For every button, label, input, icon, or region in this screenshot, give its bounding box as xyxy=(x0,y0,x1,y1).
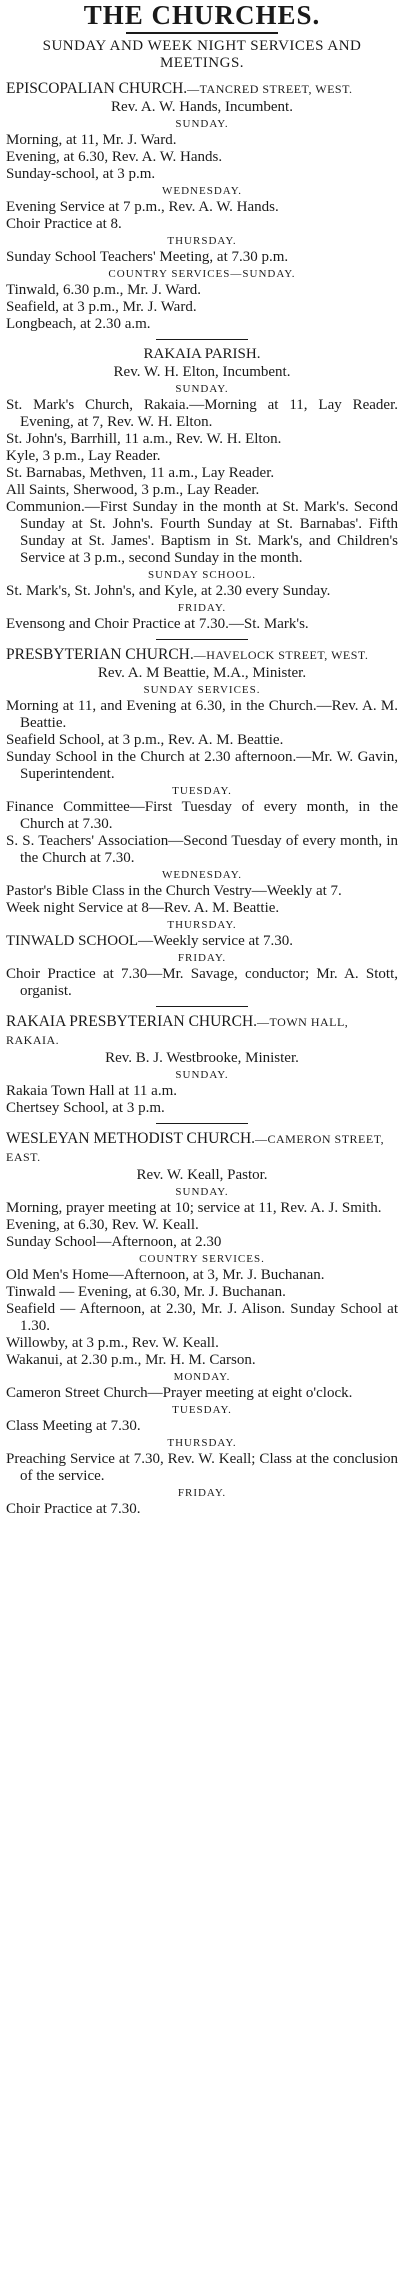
church-heading xyxy=(6,1013,398,1049)
service-entry: Choir Practice at 7.30. xyxy=(6,1501,141,1517)
day-label: FRIDAY. xyxy=(177,1487,227,1499)
page-subtitle: SUNDAY AND WEEK NIGHT SERVICES AND MEETINGS. xyxy=(42,38,362,71)
service-entry: Choir Practice at 8. xyxy=(6,216,122,232)
church-section xyxy=(6,639,398,1000)
service-entry: Sunday School Teachers' Meeting, at 7.30 p.m. xyxy=(6,249,289,265)
minister-line: Rev. A. W. Hands, Incumbent. xyxy=(111,99,293,115)
service-entry: All Saints, Sherwood, 3 p.m., Lay Reader. xyxy=(6,482,260,498)
service-entry: TINWALD SCHOOL—Weekly service at 7.30. xyxy=(6,933,294,949)
service-entry: St. Mark's Church, Rakaia.—Morning at 11, Lay Reader. Evening, at 7, Rev. W. H. Elton. xyxy=(6,397,398,430)
church-address: —TANCRED STREET, WEST. xyxy=(187,82,353,96)
church-heading xyxy=(6,1130,398,1166)
service-entry: Wakanui, at 2.30 p.m., Mr. H. M. Carson. xyxy=(6,1352,256,1368)
section-divider xyxy=(156,339,248,340)
service-entry: Week night Service at 8—Rev. A. M. Beattie. xyxy=(6,900,280,916)
church-name: RAKAIA PRESBYTERIAN CHURCH. xyxy=(6,1013,258,1030)
service-entry: Tinwald, 6.30 p.m., Mr. J. Ward. xyxy=(6,282,202,298)
service-entry: Pastor's Bible Class in the Church Vestry—Weekly at 7. xyxy=(6,883,342,899)
day-label: FRIDAY. xyxy=(177,602,227,614)
service-entry: Communion.—First Sunday in the month at St. Mark's. Second Sunday at St. John's. Fourth Sunday at St. Barnabas'. Fifth Sunday at St. James'. Baptism in St. Mark's, and Children's Service at 3 p.m., second Sunday in the month. xyxy=(6,499,398,566)
church-address: —TOWN HALL, RAKAIA. xyxy=(6,1015,349,1047)
service-entry: Seafield — Afternoon, at 2.30, Mr. J. Alison. Sunday School at 1.30. xyxy=(6,1301,398,1334)
day-label: TUESDAY. xyxy=(172,1404,232,1416)
church-name: WESLEYAN METHODIST CHURCH. xyxy=(6,1130,256,1147)
section-divider xyxy=(156,1123,248,1124)
day-label: SUNDAY SCHOOL. xyxy=(148,569,256,581)
day-label: SUNDAY. xyxy=(175,383,229,395)
service-entry: St. Mark's, St. John's, and Kyle, at 2.30 every Sunday. xyxy=(6,583,331,599)
day-label: FRIDAY. xyxy=(177,952,227,964)
day-label: SUNDAY. xyxy=(175,118,229,130)
service-entry: Seafield, at 3 p.m., Mr. J. Ward. xyxy=(6,299,197,315)
service-entry: Evening, at 6.30, Rev. A. W. Hands. xyxy=(6,149,223,165)
service-entry: S. S. Teachers' Association—Second Tuesday of every month, in the Church at 7.30. xyxy=(6,833,398,866)
service-entry: Kyle, 3 p.m., Lay Reader. xyxy=(6,448,161,464)
church-section xyxy=(6,1123,398,1518)
church-heading xyxy=(6,80,398,98)
service-entry: Sunday-school, at 3 p.m. xyxy=(6,166,156,182)
service-entry: Morning at 11, and Evening at 6.30, in the Church.—Rev. A. M. Beattie. xyxy=(6,698,398,731)
day-label: SUNDAY. xyxy=(175,1186,229,1198)
church-name: EPISCOPALIAN CHURCH. xyxy=(6,80,188,97)
service-entry: Choir Practice at 7.30—Mr. Savage, conductor; Mr. A. Stott, organist. xyxy=(6,966,398,999)
service-entry: St. Barnabas, Methven, 11 a.m., Lay Reader. xyxy=(6,465,275,481)
day-label: THURSDAY. xyxy=(167,919,237,931)
church-listings xyxy=(6,80,398,1518)
church-name: RAKAIA PARISH. xyxy=(143,346,261,362)
day-label: COUNTRY SERVICES. xyxy=(139,1253,265,1265)
day-label: THURSDAY. xyxy=(167,1437,237,1449)
service-entry: Longbeach, at 2.30 a.m. xyxy=(6,316,151,332)
section-divider xyxy=(156,639,248,640)
service-entry: Evening Service at 7 p.m., Rev. A. W. Hands. xyxy=(6,199,279,215)
service-entry: Rakaia Town Hall at 11 a.m. xyxy=(6,1083,177,1099)
day-label: MONDAY. xyxy=(173,1371,231,1383)
service-entry: Old Men's Home—Afternoon, at 3, Mr. J. Buchanan. xyxy=(6,1267,325,1283)
service-entry: Morning, prayer meeting at 10; service at 11, Rev. A. J. Smith. xyxy=(6,1200,382,1216)
church-address: —CAMERON STREET, EAST. xyxy=(6,1132,385,1164)
service-entry: Chertsey School, at 3 p.m. xyxy=(6,1100,165,1116)
day-label: TUESDAY. xyxy=(172,785,232,797)
service-entry: Seafield School, at 3 p.m., Rev. A. M. Beattie. xyxy=(6,732,284,748)
church-heading xyxy=(6,646,398,664)
day-label: WEDNESDAY. xyxy=(162,185,242,197)
minister-line: Rev. B. J. Westbrooke, Minister. xyxy=(105,1050,299,1066)
service-entry: Finance Committee—First Tuesday of every month, in the Church at 7.30. xyxy=(6,799,398,832)
minister-line: Rev. A. M Beattie, M.A., Minister. xyxy=(97,665,307,681)
church-section xyxy=(6,1006,398,1117)
service-entry: Class Meeting at 7.30. xyxy=(6,1418,141,1434)
section-divider xyxy=(156,1006,248,1007)
day-label: THURSDAY. xyxy=(167,235,237,247)
church-section xyxy=(6,80,398,333)
service-entry: Sunday School in the Church at 2.30 afternoon.—Mr. W. Gavin, Superintendent. xyxy=(6,749,398,782)
service-entry: Evensong and Choir Practice at 7.30.—St. Mark's. xyxy=(6,616,309,632)
church-address: —HAVELOCK STREET, WEST. xyxy=(193,648,369,662)
title-rule xyxy=(126,32,278,34)
day-label: COUNTRY SERVICES—SUNDAY. xyxy=(108,268,296,280)
church-section xyxy=(6,339,398,633)
minister-line: Rev. W. Keall, Pastor. xyxy=(136,1167,268,1183)
service-entry: Willowby, at 3 p.m., Rev. W. Keall. xyxy=(6,1335,219,1351)
service-entry: Cameron Street Church—Prayer meeting at eight o'clock. xyxy=(6,1385,353,1401)
minister-line: Rev. W. H. Elton, Incumbent. xyxy=(113,364,291,380)
church-name: PRESBYTERIAN CHURCH. xyxy=(6,646,194,663)
day-label: WEDNESDAY. xyxy=(162,869,242,881)
day-label: SUNDAY. xyxy=(175,1069,229,1081)
service-entry: St. John's, Barrhill, 11 a.m., Rev. W. H. Elton. xyxy=(6,431,282,447)
church-heading xyxy=(6,346,398,363)
service-entry: Sunday School—Afternoon, at 2.30 xyxy=(6,1234,222,1250)
day-label: SUNDAY SERVICES. xyxy=(143,684,261,696)
service-entry: Evening, at 6.30, Rev. W. Keall. xyxy=(6,1217,199,1233)
service-entry: Preaching Service at 7.30, Rev. W. Keall; Class at the conclusion of the service. xyxy=(6,1451,398,1484)
service-entry: Tinwald — Evening, at 6.30, Mr. J. Buchanan. xyxy=(6,1284,286,1300)
page-title: THE CHURCHES. xyxy=(83,0,321,30)
service-entry: Morning, at 11, Mr. J. Ward. xyxy=(6,132,177,148)
